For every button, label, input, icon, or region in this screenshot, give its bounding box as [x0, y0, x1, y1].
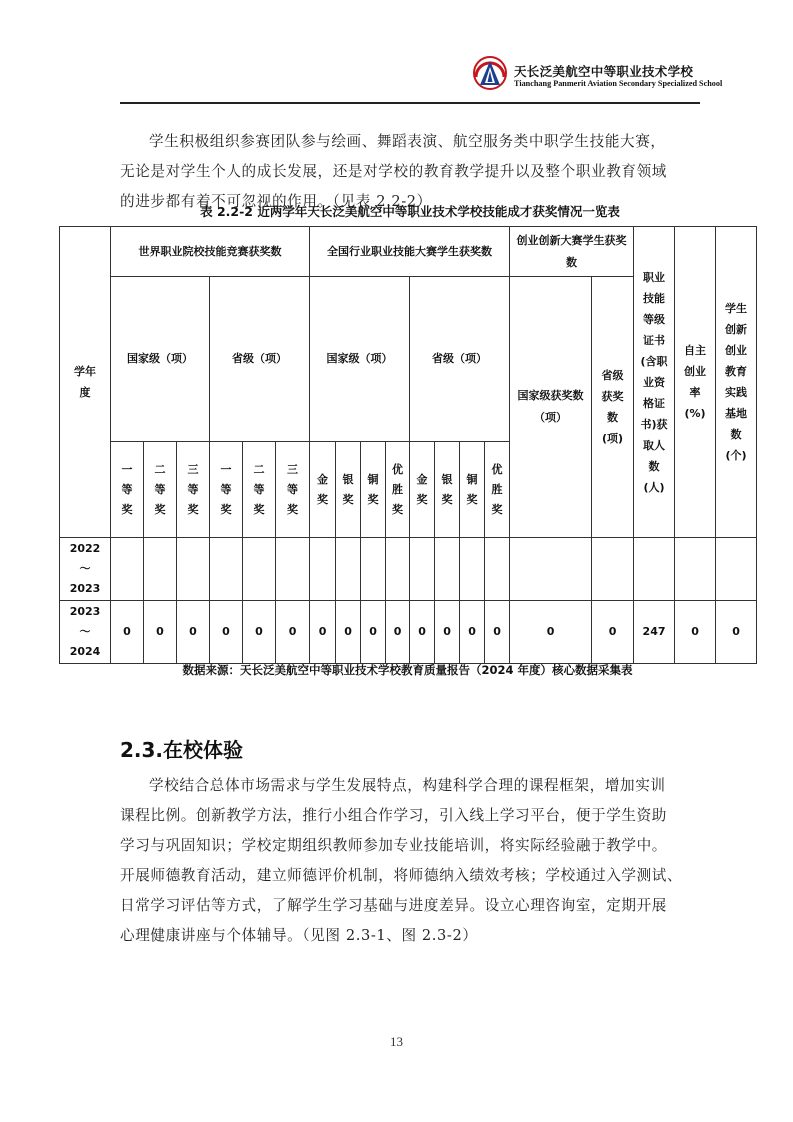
value-cell: 0 — [336, 601, 361, 664]
grade-first: 一等奖 — [111, 442, 144, 538]
grade-third: 三等奖 — [276, 442, 310, 538]
value-cell: 0 — [386, 601, 410, 664]
value-cell — [435, 538, 460, 601]
value-cell — [144, 538, 177, 601]
value-cell — [410, 538, 435, 601]
header-certificate: 职业技能等级证书(含职业资格证书)获取人数(人) — [634, 227, 675, 538]
header-national-industry: 全国行业职业技能大赛学生获奖数 — [310, 227, 510, 277]
value-cell — [510, 538, 592, 601]
value-cell: 0 — [111, 601, 144, 664]
value-cell — [177, 538, 210, 601]
value-cell — [716, 538, 757, 601]
value-cell — [460, 538, 485, 601]
table-source-note: 数据来源：天长泛美航空中等职业技术学校教育质量报告（2024 年度）核心数据采集表 — [182, 663, 633, 677]
school-name-en: Tianchang Panmerit Aviation Secondary Specialized School — [514, 79, 723, 88]
section-line: 学习与巩固知识；学校定期组织教师参加专业技能培训，将实际经验融于教学中。 — [120, 837, 667, 854]
header-world-provincial: 省级（项） — [210, 277, 310, 442]
value-cell — [675, 538, 716, 601]
value-cell — [210, 538, 243, 601]
grade-bronze: 铜奖 — [460, 442, 485, 538]
value-cell — [386, 538, 410, 601]
header-industry-national: 国家级（项） — [310, 277, 410, 442]
header-innovation: 创业创新大赛学生获奖数 — [510, 227, 634, 277]
page-header — [120, 40, 723, 102]
value-cell: 0 — [435, 601, 460, 664]
value-cell — [485, 538, 510, 601]
section-line: 日常学习评估等方式，了解学生学习基础与进度差异。设立心理咨询室，定期开展 — [120, 897, 667, 914]
value-cell — [336, 538, 361, 601]
header-divider — [120, 102, 700, 104]
value-cell: 0 — [675, 601, 716, 664]
grade-merit: 优胜奖 — [386, 442, 410, 538]
header-bases: 学生创新创业教育实践基地数(个) — [716, 227, 757, 538]
value-cell: 0 — [177, 601, 210, 664]
value-cell: 0 — [485, 601, 510, 664]
value-cell — [361, 538, 386, 601]
header-industry-provincial: 省级（项） — [410, 277, 510, 442]
grade-second: 二等奖 — [144, 442, 177, 538]
value-cell: 0 — [460, 601, 485, 664]
table-caption: 表 2.2-2 近两学年天长泛美航空中等职业技术学校技能成才获奖情况一览表 — [200, 204, 620, 219]
header-world-competition: 世界职业院校技能竞赛获奖数 — [111, 227, 310, 277]
header-year: 学年度 — [60, 227, 111, 538]
grade-silver: 银奖 — [336, 442, 361, 538]
value-cell — [310, 538, 336, 601]
grade-gold: 金奖 — [410, 442, 435, 538]
section-line: 课程比例。创新教学方法，推行小组合作学习，引入线上学习平台，便于学生资助 — [120, 807, 667, 824]
grade-second: 二等奖 — [243, 442, 276, 538]
value-cell: 0 — [144, 601, 177, 664]
section-line: 学校结合总体市场需求与学生发展特点，构建科学合理的课程框架，增加实训 — [149, 777, 666, 794]
section-paragraph — [120, 771, 700, 951]
value-cell — [592, 538, 634, 601]
table-row — [60, 601, 757, 664]
school-name-cn: 天长泛美航空中等职业技术学校 — [514, 64, 694, 79]
value-cell: 0 — [716, 601, 757, 664]
value-cell: 0 — [410, 601, 435, 664]
intro-line: 学生积极组织参赛团队参与绘画、舞蹈表演、航空服务类中职学生技能大赛， — [149, 133, 666, 150]
year-cell: 2022 ～ 2023 — [60, 538, 111, 601]
section-line: 心理健康讲座与个体辅导。（见图 2.3-1、图 2.3-2） — [120, 927, 478, 944]
header-world-national: 国家级（项） — [111, 277, 210, 442]
value-cell: 0 — [210, 601, 243, 664]
grade-third: 三等奖 — [177, 442, 210, 538]
value-cell: 0 — [243, 601, 276, 664]
table-row — [60, 538, 757, 601]
header-innov-national: 国家级获奖数（项） — [510, 277, 592, 538]
value-cell — [111, 538, 144, 601]
header-self-employment: 自主创业率(%) — [675, 227, 716, 538]
value-cell: 247 — [634, 601, 675, 664]
value-cell — [243, 538, 276, 601]
awards-table — [59, 226, 757, 664]
intro-line: 的进步都有着不可忽视的作用。（见表 2.2-2） — [120, 193, 432, 210]
intro-line: 无论是对学生个人的成长发展，还是对学校的教育教学提升以及整个职业教育领域 — [120, 163, 667, 180]
grade-bronze: 铜奖 — [361, 442, 386, 538]
header-innov-provincial: 省级获奖数(项) — [592, 277, 634, 538]
page-number: 13 — [390, 1034, 403, 1049]
grade-first: 一等奖 — [210, 442, 243, 538]
value-cell: 0 — [276, 601, 310, 664]
grade-gold: 金奖 — [310, 442, 336, 538]
value-cell: 0 — [310, 601, 336, 664]
school-logo-icon — [472, 56, 508, 90]
value-cell: 0 — [361, 601, 386, 664]
grade-silver: 银奖 — [435, 442, 460, 538]
value-cell: 0 — [510, 601, 592, 664]
value-cell: 0 — [592, 601, 634, 664]
grade-merit: 优胜奖 — [485, 442, 510, 538]
value-cell — [276, 538, 310, 601]
section-title: 2.3.在校体验 — [120, 738, 244, 762]
section-line: 开展师德教育活动，建立师德评价机制，将师德纳入绩效考核；学校通过入学测试、 — [120, 867, 683, 884]
year-cell: 2023 ～ 2024 — [60, 601, 111, 664]
value-cell — [634, 538, 675, 601]
